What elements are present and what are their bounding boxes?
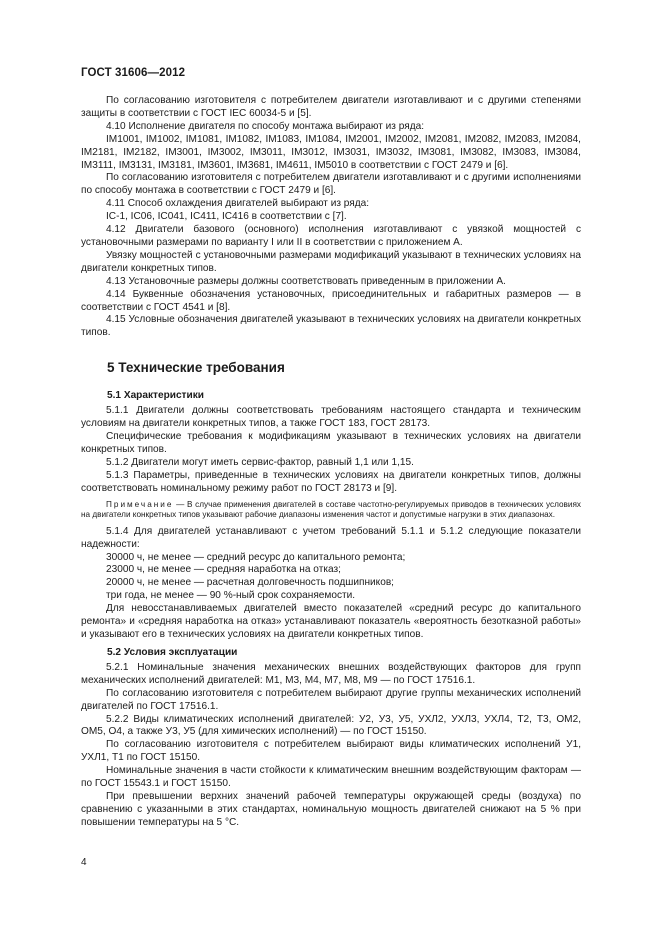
- paragraph-temperature-derating: При превышении верхних значений рабочей температуры окружающей среды (воздуха) по сравнению с указанными в этих стандартах, номинальную мощность двигателей снижают на 5 % при повышении температуры на 5 °С.: [81, 790, 581, 828]
- paragraph-protection: По согласованию изготовителя с потребителем двигатели изготавливают и с другими степенями защиты в соответствии с ГОСТ IEC 60034-5 и [5].: [81, 95, 581, 119]
- page-body: [81, 95, 581, 830]
- subsection-5-1-title: 5.1 Характеристики: [107, 390, 204, 402]
- paragraph-mech-groups: По согласованию изготовителя с потребителем выбирают другие группы механических исполнений двигателей по ГОСТ 17516.1.: [81, 687, 581, 712]
- clause-4-11: 4.11 Способ охлаждения двигателей выбирают из ряда:: [106, 198, 370, 210]
- list-item: 20000 ч, не менее — расчетная долговечность подшипников;: [106, 577, 394, 589]
- paragraph-modifications: Специфические требования к модификациям указывают в технических условиях на двигатели конкретных типов.: [81, 431, 581, 455]
- clause-5-1-4: 5.1.4 Для двигателей устанавливают с учетом требований 5.1.1 и 5.1.2 следующие показатели надежности:: [81, 525, 581, 550]
- clause-4-13: 4.13 Установочные размеры должны соответствовать приведенным в приложении А.: [106, 275, 506, 287]
- note: [81, 500, 581, 521]
- clause-5-2-2: 5.2.2 Виды климатических исполнений двигателей: У2, У3, У5, УХЛ2, УХЛ3, УХЛ4, Т2, Т3, ОМ2, ОМ5, О4, а также У3, У5 (для химических исполнений) — по ГОСТ 15150.: [81, 713, 581, 738]
- clause-5-2-1: 5.2.1 Номинальные значения механических внешних воздействующих факторов для групп механических исполнений двигателей: М1, М3, М4, М7, М8, М9 — по ГОСТ 17516.1.: [81, 661, 581, 686]
- document-header: ГОСТ 31606—2012: [81, 67, 186, 79]
- list-item: 30000 ч, не менее — средний ресурс до капитального ремонта;: [106, 551, 406, 563]
- note-text: — В случае применения двигателей в составе частотно-регулируемых приводов в технических условиях на двигатели конкретных типов указывают рабочие диапазоны изменения частот и допустимые нагрузки в этих диапазонах.: [81, 499, 581, 520]
- cooling-list: IC-1, IC06, IC041, IC411, IC416 в соответствии с [7].: [106, 211, 347, 223]
- clause-4-14: 4.14 Буквенные обозначения установочных, присоединительных и габаритных размеров — в соответствии с ГОСТ 4541 и [8].: [81, 288, 581, 313]
- list-item: 23000 ч, не менее — средняя наработка на отказ;: [106, 564, 341, 576]
- clause-5-1-1: 5.1.1 Двигатели должны соответствовать требованиям настоящего стандарта и техническим условиям на двигатели конкретных типов, а также ГОСТ 183, ГОСТ 28173.: [81, 405, 581, 430]
- paragraph-power-link: Увязку мощностей с установочными размерами модификаций указывают в технических условиях на двигатели конкретных типов.: [81, 249, 581, 274]
- paragraph-climate-values: Номинальные значения в части стойкости к климатическим внешним воздействующим факторам — по ГОСТ 15543.1 и ГОСТ 15150.: [81, 765, 581, 790]
- note-label: Примечание: [106, 499, 174, 509]
- clause-4-12: 4.12 Двигатели базового (основного) исполнения изготавливают с увязкой мощностей с установочными размерами по варианту I или II в соответствии с приложением А.: [81, 224, 581, 248]
- clause-5-1-2: 5.1.2 Двигатели могут иметь сервис-фактор, равный 1,1 или 1,15.: [106, 456, 414, 468]
- paragraph-climate-agreement: По согласованию изготовителя с потребителем выбирают виды климатических исполнений У1, УХЛ1, Т1 по ГОСТ 15150.: [81, 739, 581, 764]
- reliability-list: [81, 552, 581, 604]
- page-number: 4: [81, 857, 87, 868]
- list-item: три года, не менее — 90 %-ный срок сохраняемости.: [106, 590, 356, 602]
- paragraph-mounting-agreement: По согласованию изготовителя с потребителем двигатели изготавливают и с другими исполнениями по способу монтажа в соответствии с ГОСТ 2479 и [6].: [81, 172, 581, 197]
- clause-4-15: 4.15 Условные обозначения двигателей указывают в технических условиях на двигатели конкретных типов.: [81, 314, 581, 339]
- mounting-list: IM1001, IM1002, IM1081, IM1082, IM1083, IM1084, IM2001, IM2002, IM2081, IM2082, IM2083, IM2084, IM2181, IM2182, IM3001, IM3002, IM3011, IM3012, IM3031, IM3032, IM3081, IM3082, IM3083, IM3084, IM3111, IM3131, IM3181, IM3601, IM3681, IM4611, IM5010 в соответствии с ГОСТ 2479 и [6].: [81, 133, 581, 171]
- section-5-title: 5 Технические требования: [107, 360, 285, 376]
- clause-4-10: 4.10 Исполнение двигателя по способу монтажа выбирают из ряда:: [106, 120, 425, 132]
- paragraph-nonrepairable: Для невосстанавливаемых двигателей вместо показателей «средний ресурс до капитального ремонта» и «средняя наработка на отказ» устанавливают показатель «вероятность безотказной работы» и указывают его в технических условиях на двигатели конкретных типов.: [81, 603, 581, 640]
- clause-5-1-3: 5.1.3 Параметры, приведенные в технических условиях на двигатели конкретных типов, должны соответствовать номинальному режиму работ по ГОСТ 28173 и [9].: [81, 469, 581, 494]
- subsection-5-2-title: 5.2 Условия эксплуатации: [107, 646, 238, 658]
